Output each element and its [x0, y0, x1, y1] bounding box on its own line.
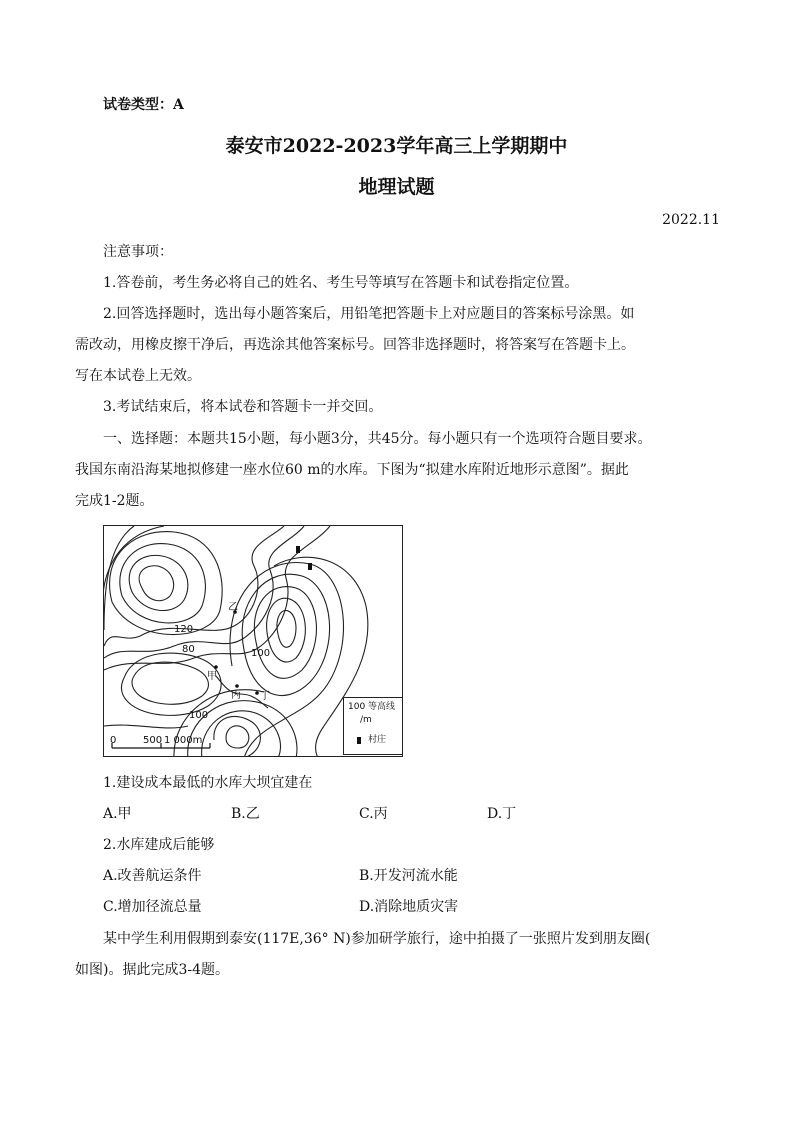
- note-2-line-2: 需改动，用橡皮擦干净后，再选涂其他答案标号。回答非选择题时，将答案写在答题卡上。: [75, 337, 635, 353]
- place-ding: 丁: [260, 691, 270, 702]
- q2-option-c: C.增加径流总量: [103, 899, 202, 915]
- section1-intro-line-2: 我国东南沿海某地拟修建一座水位60 m的水库。下图为“拟建水库附近地形示意图”。据此: [75, 462, 629, 478]
- notes-heading: 注意事项：: [103, 244, 173, 260]
- exam-subtitle: 地理试题: [358, 176, 435, 198]
- note-3: 3.考试结束后，将本试卷和答题卡一并交回。: [103, 399, 383, 415]
- note-1: 1.答卷前，考生务必将自己的姓名、考生号等填写在答题卡和试卷指定位置。: [103, 275, 579, 291]
- q2-option-a: A.改善航运条件: [103, 868, 202, 884]
- question-2: 2.水库建成后能够: [103, 837, 215, 853]
- village-marker: [296, 546, 300, 553]
- legend-village-icon: [357, 737, 361, 744]
- section1-intro-line-1: 一、选择题：本题共15小题，每小题3分，共45分。每小题只有一个选项符合题目要求。: [103, 431, 652, 447]
- scale-label-1000m: 1 000m: [164, 735, 203, 746]
- paper-type: 试卷类型：A: [103, 97, 184, 113]
- legend-contour: 100 等高线: [348, 702, 396, 712]
- section1-intro-line-3: 完成1-2题。: [75, 493, 154, 509]
- contour-label-100-right: 100: [251, 648, 271, 659]
- legend-unit: /m: [360, 715, 372, 725]
- contour-label-120: 120: [174, 624, 194, 635]
- exam-title: 泰安市2022-2023学年高三上学期期中: [225, 135, 568, 157]
- contour-label-100-bottom: 100: [189, 710, 209, 721]
- q2-option-d: D.消除地质灾害: [359, 899, 459, 915]
- q3-intro-line-2: 如图)。据此完成3-4题。: [75, 962, 230, 978]
- q1-option-d: D.丁: [487, 806, 517, 822]
- scale-label-0: 0: [110, 735, 117, 746]
- contour-label-80: 80: [182, 644, 195, 655]
- scale-label-500: 500: [143, 735, 163, 746]
- q3-intro-line-1: 某中学生利用假期到泰安(117E,36° N)参加研学旅行，途中拍摄了一张照片发到朋友圈(: [103, 931, 651, 947]
- exam-date: 2022.11: [662, 212, 720, 228]
- note-2-line-1: 2.回答选择题时，选出每小题答案后，用铅笔把答题卡上对应题目的答案标号涂黑。如: [103, 306, 635, 322]
- q2-option-b: B.开发河流水能: [359, 868, 458, 884]
- place-yi: 乙: [228, 602, 238, 613]
- place-bing: 丙: [231, 690, 241, 701]
- place-jia: 甲: [207, 671, 217, 682]
- map-legend: [343, 697, 403, 755]
- terrain-map: [103, 525, 403, 757]
- q1-option-a: A.甲: [103, 806, 132, 822]
- q1-option-b: B.乙: [231, 806, 260, 822]
- question-1: 1.建设成本最低的水库大坝宜建在: [103, 775, 313, 791]
- legend-village-label: 村庄: [368, 735, 387, 745]
- village-marker: [308, 563, 312, 570]
- q1-option-c: C.丙: [359, 806, 388, 822]
- note-2-line-3: 写在本试卷上无效。: [75, 368, 201, 384]
